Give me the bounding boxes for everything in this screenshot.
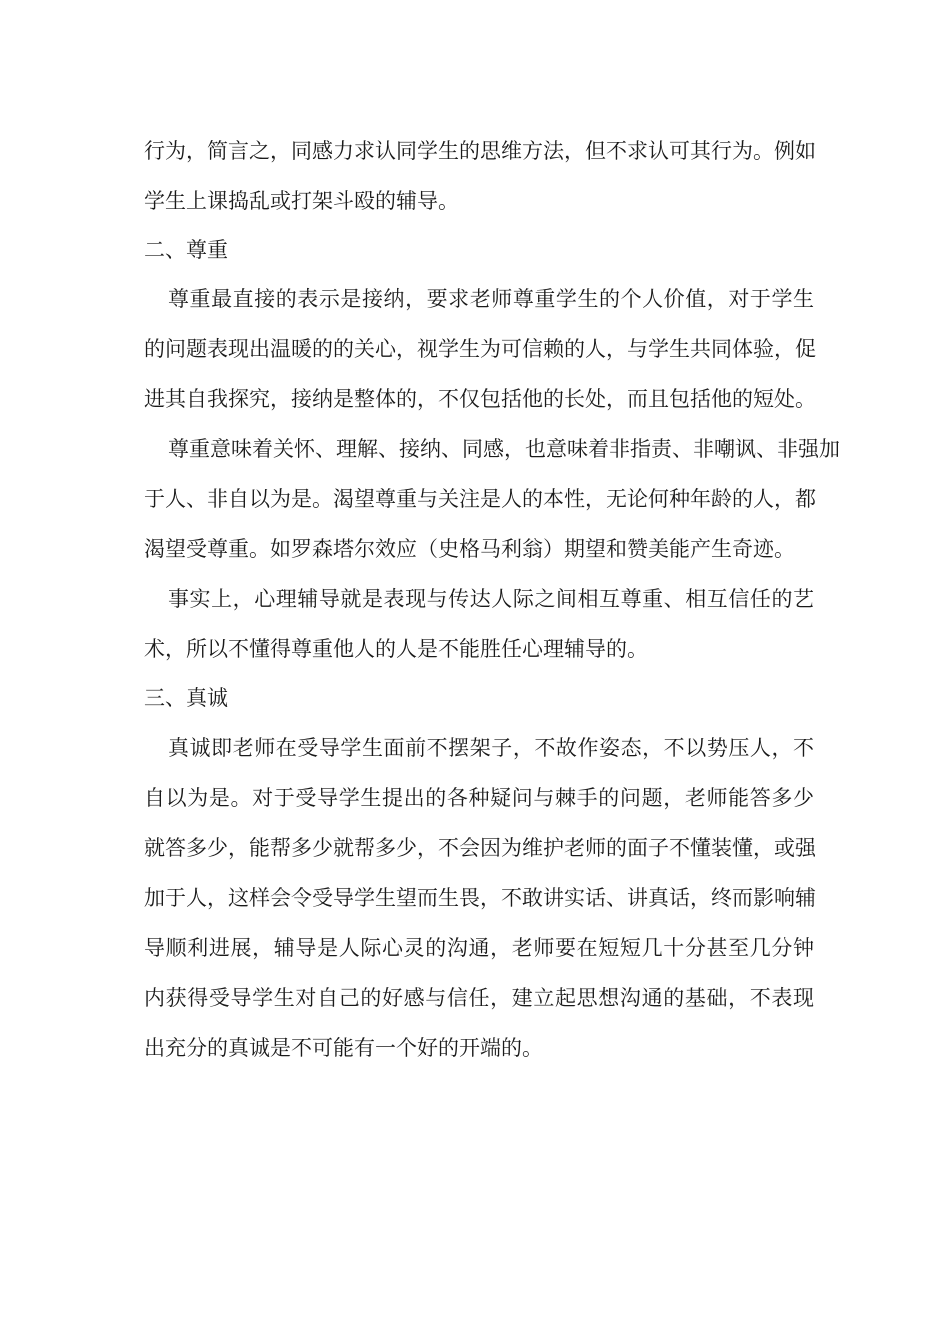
text-line: 导顺利进展，辅导是人际心灵的沟通，老师要在短短几十分甚至几分钟 bbox=[144, 936, 814, 960]
text-line: 学生上课捣乱或打架斗殴的辅导。 bbox=[144, 189, 459, 213]
text-line: 的问题表现出温暖的的关心，视学生为可信赖的人，与学生共同体验，促 bbox=[144, 337, 816, 361]
text-line: 真诚即老师在受导学生面前不摆架子，不故作姿态，不以势压人，不 bbox=[168, 736, 814, 760]
text-line: 行为，简言之，同感力求认同学生的思维方法，但不求认可其行为。例如 bbox=[144, 139, 816, 163]
section-heading-respect: 二、尊重 bbox=[144, 238, 228, 262]
text-line: 加于人，这样会令受导学生望而生畏，不敢讲实话、讲真话，终而影响辅 bbox=[144, 886, 816, 910]
text-line: 尊重最直接的表示是接纳，要求老师尊重学生的个人价值，对于学生 bbox=[168, 287, 814, 311]
text-line: 事实上，心理辅导就是表现与传达人际之间相互尊重、相互信任的艺 bbox=[168, 587, 814, 611]
text-line: 渴望受尊重。如罗森塔尔效应（史格马利翁）期望和赞美能产生奇迹。 bbox=[144, 537, 795, 561]
text-line: 就答多少，能帮多少就帮多少，不会因为维护老师的面子不懂装懂，或强 bbox=[144, 836, 816, 860]
text-line: 内获得受导学生对自己的好感与信任，建立起思想沟通的基础，不表现 bbox=[144, 986, 814, 1010]
text-line: 进其自我探究，接纳是整体的，不仅包括他的长处，而且包括他的短处。 bbox=[144, 387, 816, 411]
text-line: 于人、非自以为是。渴望尊重与关注是人的本性，无论何种年龄的人，都 bbox=[144, 487, 816, 511]
text-line: 术，所以不懂得尊重他人的人是不能胜任心理辅导的。 bbox=[144, 637, 648, 661]
text-line: 尊重意味着关怀、理解、接纳、同感，也意味着非指责、非嘲讽、非强加 bbox=[168, 437, 840, 461]
text-line: 自以为是。对于受导学生提出的各种疑问与棘手的问题，老师能答多少 bbox=[144, 786, 814, 810]
section-heading-sincerity: 三、真诚 bbox=[144, 686, 228, 710]
text-line: 出充分的真诚是不可能有一个好的开端的。 bbox=[144, 1036, 543, 1060]
